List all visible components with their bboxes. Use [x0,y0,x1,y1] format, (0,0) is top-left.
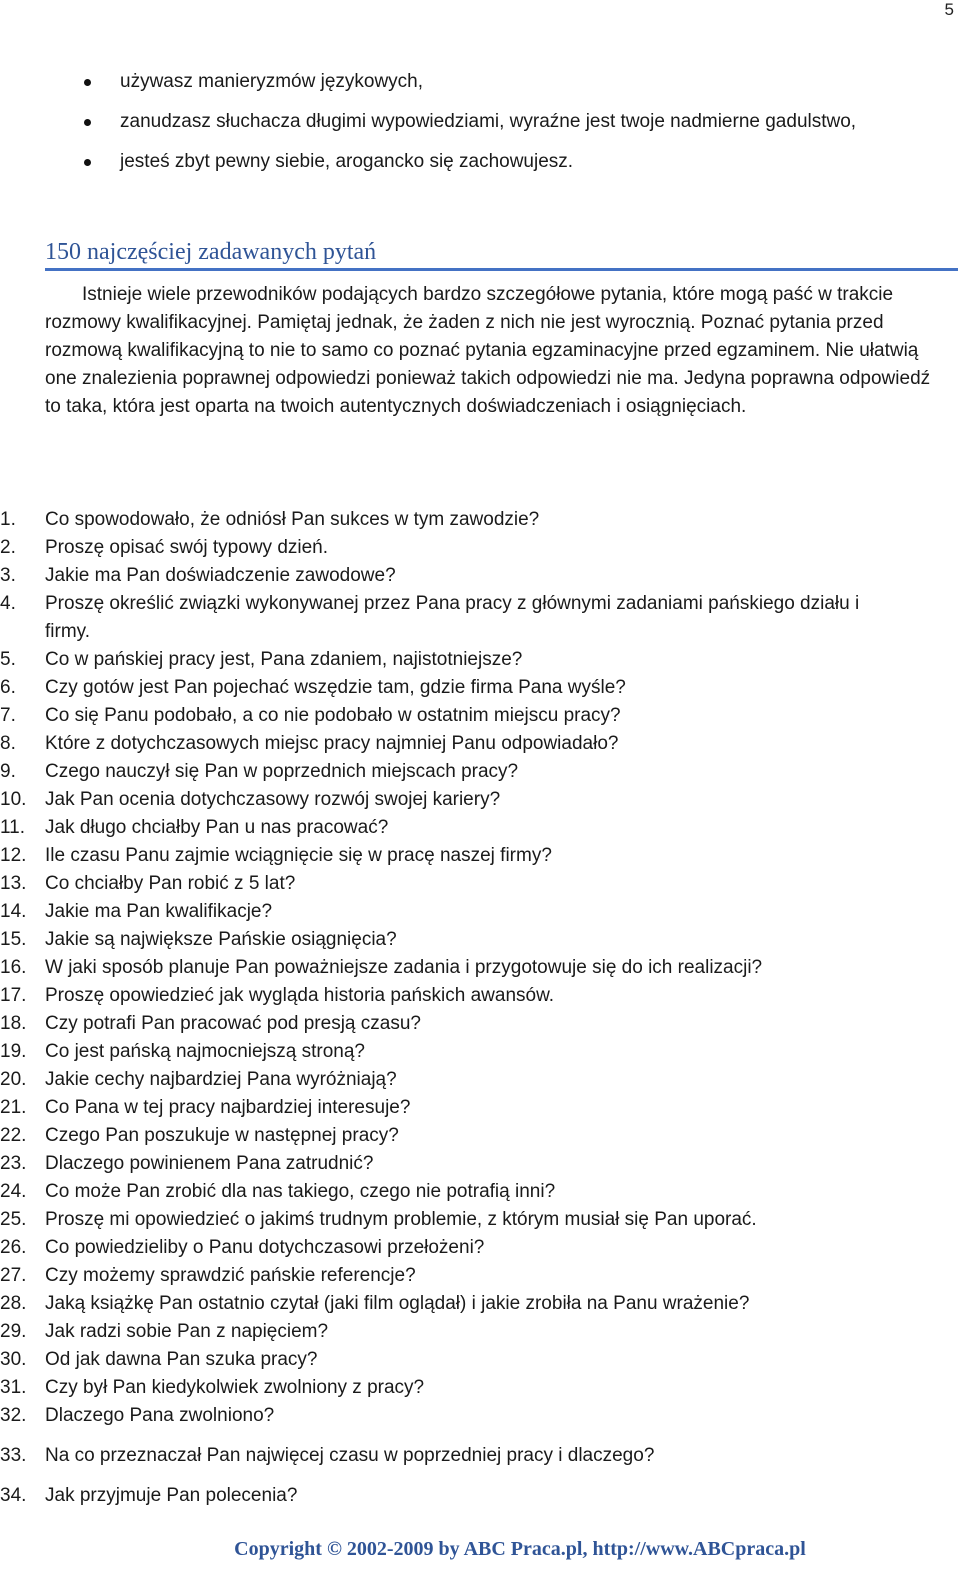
question-text: Czego Pan poszukuje w następnej pracy? [45,1125,399,1146]
question-number: 7. [0,705,16,726]
question-text: Czego nauczył się Pan w poprzednich miejscach pracy? [45,761,519,782]
question-number: 34. [0,1485,27,1506]
question-text: W jaki sposób planuje Pan poważniejsze zadania i przygotowuje się do ich realizacji? [45,957,763,978]
question-item [0,590,875,646]
question-text: Czy potrafi Pan pracować pod presją czasu? [45,1013,421,1034]
bullet-item [0,148,960,188]
question-text: Co Pana w tej pracy najbardziej interesuje? [45,1097,411,1118]
question-number: 32. [0,1405,27,1426]
bullet-text: jesteś zbyt pewny siebie, arogancko się zachowujesz. [120,151,574,172]
question-item [0,1010,875,1038]
question-text: Co w pańskiej pracy jest, Pana zdaniem, najistotniejsze? [45,649,523,670]
question-item [0,870,875,898]
bullet-item [0,108,960,148]
question-item [0,758,875,786]
question-text: Proszę określić związki wykonywanej przez Pana pracy z głównymi zadaniami pańskiego działu i firmy. [45,593,860,642]
questions-list [0,506,960,1510]
bullet-dot-icon [84,79,91,86]
question-item [0,982,875,1010]
question-item [0,730,875,758]
question-number: 29. [0,1321,27,1342]
question-text: Co się Panu podobało, a co nie podobało w ostatnim miejscu pracy? [45,705,621,726]
question-number: 1. [0,509,16,530]
question-item [0,786,875,814]
question-text: Proszę opowiedzieć jak wygląda historia pańskich awansów. [45,985,555,1006]
intro-paragraph: Istnieje wiele przewodników podających bardzo szczegółowe pytania, które mogą paść w trakcie rozmowy kwalifikacyjnej. Pamiętaj jednak, że żaden z nich nie jest wyrocznią. Poznać pytania przed rozmową kwalifikacyjną to nie to samo co poznać pytania egzaminacyjne przed egzaminem. Nie ułatwią one znalezienia poprawnej odpowiedzi ponieważ takich odpowiedzi nie ma. Jedyna poprawna odpowiedź to taka, która jest oparta na twoich autentycznych doświadczeniach i osiągnięciach. [45,284,931,417]
question-number: 13. [0,873,27,894]
question-number: 30. [0,1349,27,1370]
question-item [0,1262,875,1290]
bullet-dot-icon [84,159,91,166]
question-text: Jakie ma Pan doświadczenie zawodowe? [45,565,396,586]
section-heading: 150 najczęściej zadawanych pytań [45,239,377,265]
question-text: Proszę opisać swój typowy dzień. [45,537,329,558]
question-number: 2. [0,537,16,558]
question-number: 19. [0,1041,27,1062]
heading-underline [45,268,958,271]
question-number: 5. [0,649,16,670]
question-text: Co powiedzieliby o Panu dotychczasowi przełożeni? [45,1237,485,1258]
question-number: 20. [0,1069,27,1090]
question-text: Jaką książkę Pan ostatnio czytał (jaki film oglądał) i jakie zrobiła na Panu wrażenie? [45,1293,750,1314]
question-number: 12. [0,845,27,866]
question-text: Czy możemy sprawdzić pańskie referencje? [45,1265,416,1286]
question-item [0,814,875,842]
question-number: 25. [0,1209,27,1230]
question-item [0,1318,875,1346]
question-item [0,562,875,590]
question-item [0,1094,875,1122]
question-number: 8. [0,733,16,754]
question-number: 9. [0,761,16,782]
question-number: 27. [0,1265,27,1286]
question-text: Jak Pan ocenia dotychczasowy rozwój swojej kariery? [45,789,501,810]
question-text: Ile czasu Panu zajmie wciągnięcie się w pracę naszej firmy? [45,845,552,866]
question-item [0,1206,875,1234]
question-item [0,1290,875,1318]
question-number: 3. [0,565,16,586]
question-number: 16. [0,957,27,978]
question-item [0,1066,875,1094]
question-item [0,898,875,926]
question-number: 26. [0,1237,27,1258]
question-item [0,1122,875,1150]
question-text: Co spowodowało, że odniósł Pan sukces w tym zawodzie? [45,509,540,530]
question-item [0,926,875,954]
bullet-list [0,68,960,188]
question-text: Jakie są największe Pańskie osiągnięcia? [45,929,397,950]
question-text: Co chciałby Pan robić z 5 lat? [45,873,296,894]
question-text: Co jest pańską najmocniejszą stroną? [45,1041,366,1062]
question-number: 15. [0,929,27,950]
bullet-text: zanudzasz słuchacza długimi wypowiedziami, wyraźne jest twoje nadmierne gadulstwo, [120,111,857,132]
question-text: Dlaczego powinienem Pana zatrudnić? [45,1153,374,1174]
question-number: 21. [0,1097,27,1118]
question-text: Proszę mi opowiedzieć o jakimś trudnym problemie, z którym musiał się Pan uporać. [45,1209,757,1230]
question-number: 23. [0,1153,27,1174]
question-text: Na co przeznaczał Pan najwięcej czasu w poprzedniej pracy i dlaczego? [45,1445,655,1466]
question-number: 31. [0,1377,27,1398]
question-text: Co może Pan zrobić dla nas takiego, czego nie potrafią inni? [45,1181,556,1202]
question-number: 33. [0,1445,27,1466]
question-number: 28. [0,1293,27,1314]
question-item [0,702,875,730]
question-number: 18. [0,1013,27,1034]
question-text: Od jak dawna Pan szuka pracy? [45,1349,318,1370]
question-text: Dlaczego Pana zwolniono? [45,1405,275,1426]
question-item [0,1178,875,1206]
question-item [0,1150,875,1178]
question-item [0,1442,875,1470]
question-item [0,646,875,674]
question-number: 4. [0,593,16,614]
question-item [0,506,875,534]
question-number: 14. [0,901,27,922]
question-number: 6. [0,677,16,698]
question-text: Jakie cechy najbardziej Pana wyróżniają? [45,1069,397,1090]
question-item [0,674,875,702]
question-text: Czy gotów jest Pan pojechać wszędzie tam, gdzie firma Pana wyśle? [45,677,626,698]
question-text: Które z dotychczasowych miejsc pracy najmniej Panu odpowiadało? [45,733,619,754]
question-item [0,534,875,562]
question-text: Jak radzi sobie Pan z napięciem? [45,1321,329,1342]
question-number: 10. [0,789,27,810]
page-number: 5 [944,0,954,19]
question-item [0,1374,875,1402]
question-text: Czy był Pan kiedykolwiek zwolniony z pracy? [45,1377,425,1398]
question-item [0,1402,875,1430]
question-item [0,1482,875,1510]
question-item [0,1346,875,1374]
question-item [0,842,875,870]
question-text: Jak przyjmuje Pan polecenia? [45,1485,298,1506]
question-item [0,1234,875,1262]
question-item [0,1038,875,1066]
bullet-text: używasz manieryzmów językowych, [120,71,424,92]
question-item [0,954,875,982]
copyright-footer: Copyright © 2002-2009 by ABC Praca.pl, http://www.ABCpraca.pl [234,1538,806,1560]
question-number: 17. [0,985,27,1006]
question-number: 11. [0,817,26,838]
question-number: 24. [0,1181,27,1202]
question-text: Jak długo chciałby Pan u nas pracować? [45,817,389,838]
question-number: 22. [0,1125,27,1146]
question-text: Jakie ma Pan kwalifikacje? [45,901,273,922]
bullet-item [0,68,960,108]
bullet-dot-icon [84,119,91,126]
